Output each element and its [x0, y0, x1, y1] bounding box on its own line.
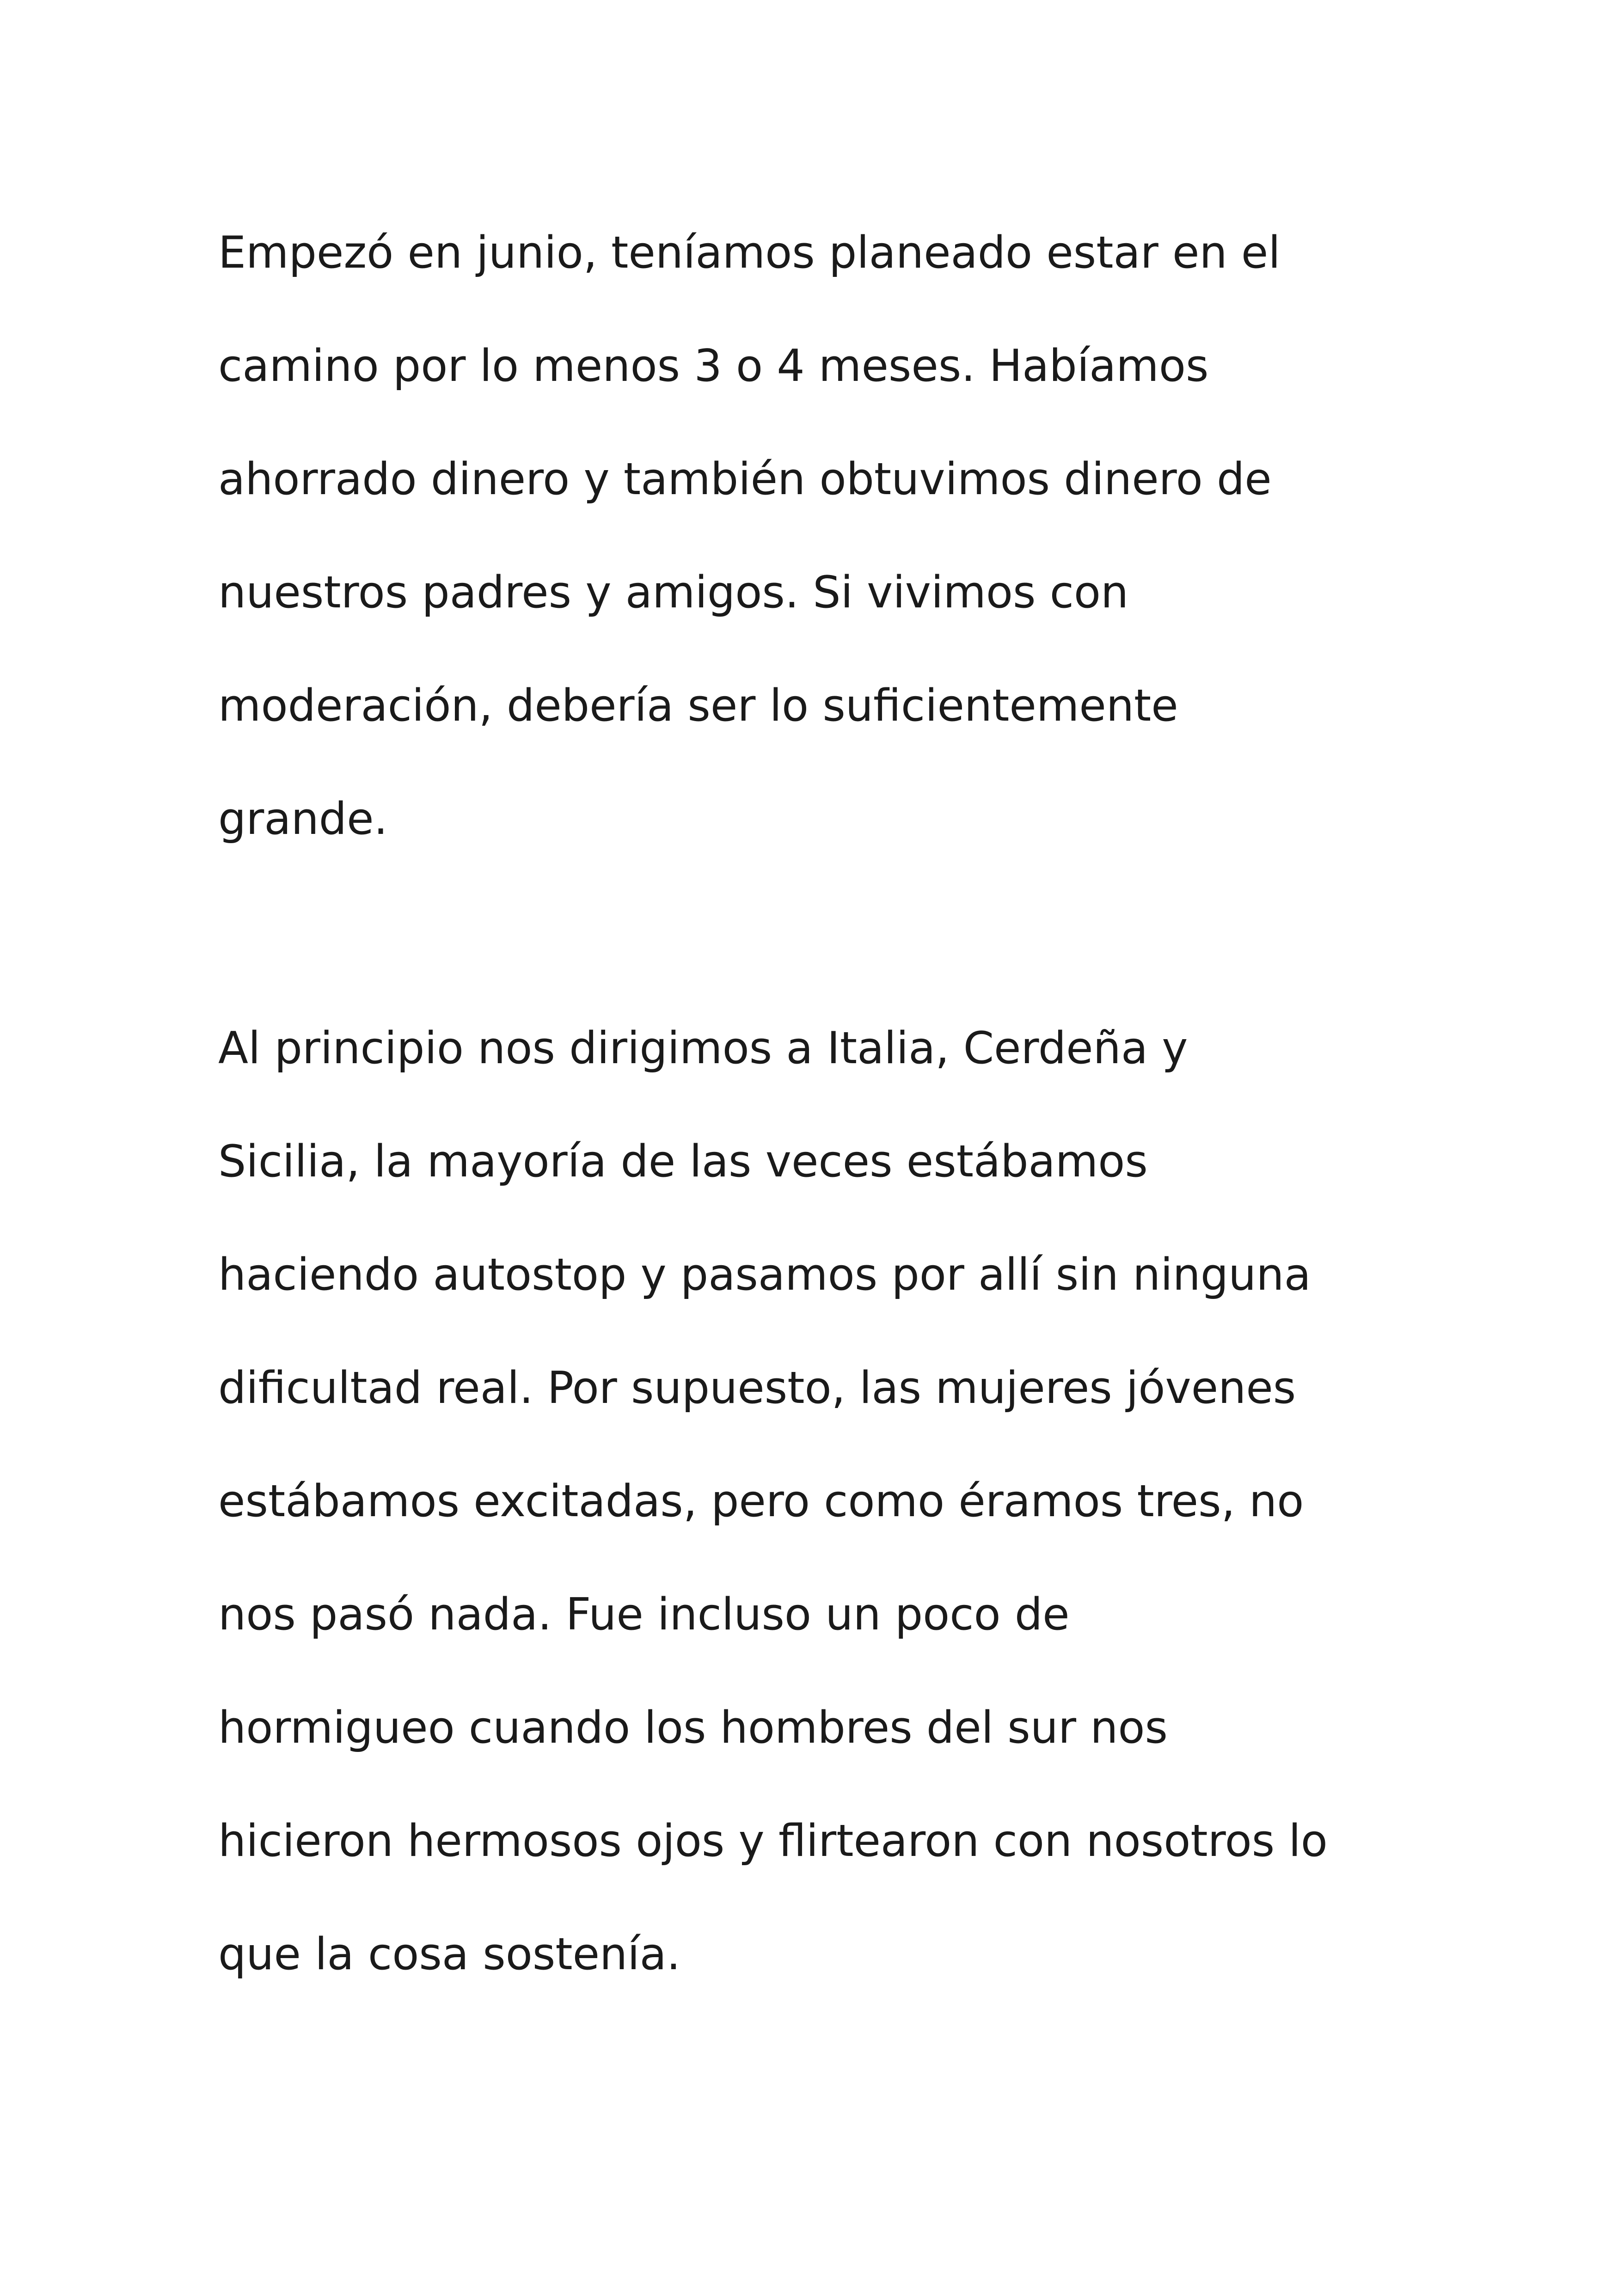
paragraph-line: haciendo autostop y pasamos por allí sin ninguna: [218, 1249, 1311, 1300]
paragraph-line: ahorrado dinero y también obtuvimos dinero de: [218, 454, 1272, 505]
paragraph-line: que la cosa sostenía.: [218, 1929, 681, 1980]
paragraph-line: nos pasó nada. Fue incluso un poco de: [218, 1589, 1070, 1640]
paragraph-line: estábamos excitadas, pero como éramos tres, no: [218, 1476, 1304, 1527]
paragraph-line: Al principio nos dirigimos a Italia, Cerdeña y: [218, 1023, 1188, 1074]
paragraph-line: moderación, debería ser lo suficientemente: [218, 680, 1178, 731]
paragraph-line: grande.: [218, 794, 388, 845]
paragraph-line: dificultad real. Por supuesto, las mujeres jóvenes: [218, 1363, 1296, 1414]
paragraph-1: [218, 196, 1402, 876]
paragraph-line: nuestros padres y amigos. Si vivimos con: [218, 567, 1129, 618]
paragraph-line: Sicilia, la mayoría de las veces estábamos: [218, 1136, 1148, 1187]
paragraph-2: [218, 992, 1402, 2011]
paragraph-line: hicieron hermosos ojos y flirtearon con nosotros lo: [218, 1816, 1328, 1867]
paragraph-line: Empezó en junio, teníamos planeado estar en el: [218, 227, 1281, 278]
paragraph-line: camino por lo menos 3 o 4 meses. Habíamos: [218, 341, 1209, 392]
paragraph-line: hormigueo cuando los hombres del sur nos: [218, 1702, 1168, 1753]
